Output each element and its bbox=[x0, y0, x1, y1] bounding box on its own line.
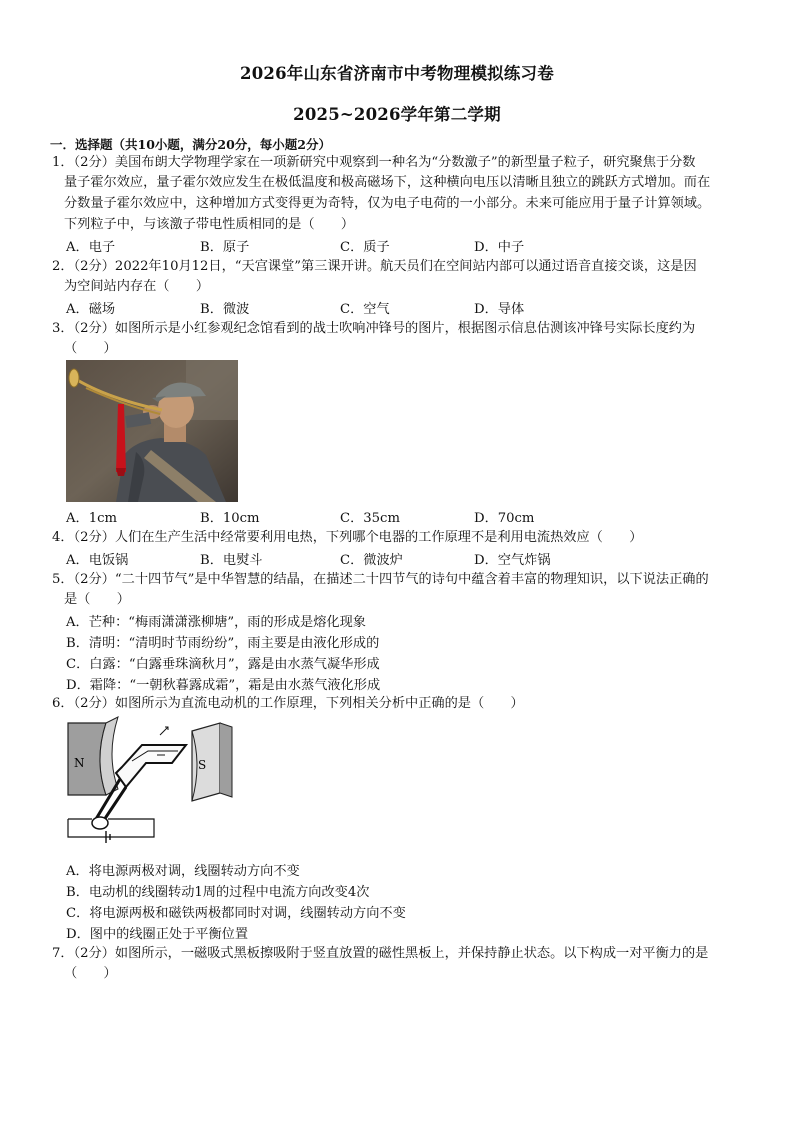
question-1-line-2: 量子霍尔效应，量子霍尔效应发生在极低温度和极高磁场下，这种横向电压以清晰且独立的跳跃方式增加。而在 bbox=[64, 175, 711, 190]
s-pole-label: S bbox=[198, 758, 207, 772]
question-1-line-1: 1．（2分）美国布朗大学物理学家在一项新研究中观察到一种名为“分数激子”的新型量子粒子，研究聚焦于分数 bbox=[52, 155, 696, 170]
q2-option-b: B．微波 bbox=[200, 302, 250, 317]
q5-option-c: C．白露：“白露垂珠滴秋月”，露是由水蒸气凝华形成 bbox=[66, 657, 380, 672]
exam-subtitle: 2025~2026学年第二学期 bbox=[293, 105, 501, 124]
q3-option-c: C．35cm bbox=[340, 511, 400, 526]
q6-option-d: D．图中的线圈正处于平衡位置 bbox=[66, 927, 249, 942]
q5-option-d: D．霜降：“一朝秋暮露成霜”，霜是由水蒸气液化形成 bbox=[66, 678, 381, 693]
q4-option-b: B．电熨斗 bbox=[200, 553, 263, 568]
question-3-line-2: （ ） bbox=[64, 341, 117, 356]
q3-option-a: A．1cm bbox=[66, 511, 117, 526]
q1-option-c: C．质子 bbox=[340, 240, 390, 255]
n-pole-label: N bbox=[74, 756, 85, 770]
q5-option-a: A．芒种：“梅雨潇潇涨柳塘”，雨的形成是熔化现象 bbox=[66, 615, 366, 630]
q5-option-b: B．清明：“清明时节雨纷纷”，雨主要是由液化形成的 bbox=[66, 636, 380, 651]
question-5-line-1: 5．（2分）“二十四节气”是中华智慧的结晶，在描述二十四节气的诗句中蕴含着丰富的物理知识，以下说法正确的 bbox=[52, 572, 709, 587]
question-2-line-1: 2．（2分）2022年10月12日，“天宫课堂”第三课开讲。航天员们在空间站内部可以通过语音直接交谈，这是因 bbox=[52, 259, 697, 274]
question-1-line-3: 分数量子霍尔效应中，这种增加方式变得更为奇特，仅为电子电荷的一小部分。未来可能应用于量子计算领域。 bbox=[64, 196, 711, 211]
question-7-line-2: （ ） bbox=[64, 966, 117, 981]
q4-option-a: A．电饭锅 bbox=[66, 553, 129, 568]
q6-option-b: B．电动机的线圈转动1周的过程中电流方向改变4次 bbox=[66, 885, 370, 900]
q2-option-c: C．空气 bbox=[340, 302, 390, 317]
question-1-line-4: 下列粒子中，与该激子带电性质相同的是（ ） bbox=[64, 217, 355, 232]
q4-option-c: C．微波炉 bbox=[340, 553, 403, 568]
dc-motor-diagram bbox=[62, 715, 240, 850]
q1-option-a: A．电子 bbox=[66, 240, 116, 255]
question-4-line-1: 4．（2分）人们在生产生活中经常要利用电热，下列哪个电器的工作原理不是利用电流热效应（ ） bbox=[52, 530, 643, 545]
q2-option-d: D．导体 bbox=[474, 302, 525, 317]
bugler-photo bbox=[66, 360, 238, 502]
question-2-line-2: 为空间站内存在（ ） bbox=[64, 279, 210, 294]
question-5-line-2: 是（ ） bbox=[64, 592, 130, 607]
q1-option-d: D．中子 bbox=[474, 240, 525, 255]
q1-option-b: B．原子 bbox=[200, 240, 250, 255]
q3-option-b: B．10cm bbox=[200, 511, 260, 526]
question-7-line-1: 7．（2分）如图所示，一磁吸式黑板擦吸附于竖直放置的磁性黑板上，并保持静止状态。以下构成一对平衡力的是 bbox=[52, 946, 709, 961]
q4-option-d: D．空气炸锅 bbox=[474, 553, 551, 568]
question-6-line-1: 6．（2分）如图所示为直流电动机的工作原理，下列相关分析中正确的是（ ） bbox=[52, 696, 524, 711]
q6-option-a: A．将电源两极对调，线圈转动方向不变 bbox=[66, 864, 300, 879]
q6-option-c: C．将电源两极和磁铁两极都同时对调，线圈转动方向不变 bbox=[66, 906, 406, 921]
q2-option-a: A．磁场 bbox=[66, 302, 116, 317]
section-heading: 一．选择题（共10小题，满分20分，每小题2分） bbox=[50, 137, 331, 152]
q3-option-d: D．70cm bbox=[474, 511, 535, 526]
exam-title: 2026年山东省济南市中考物理模拟练习卷 bbox=[240, 64, 554, 83]
question-3-line-1: 3．（2分）如图所示是小红参观纪念馆看到的战士吹响冲锋号的图片，根据图示信息估测该冲锋号实际长度约为 bbox=[52, 321, 696, 336]
